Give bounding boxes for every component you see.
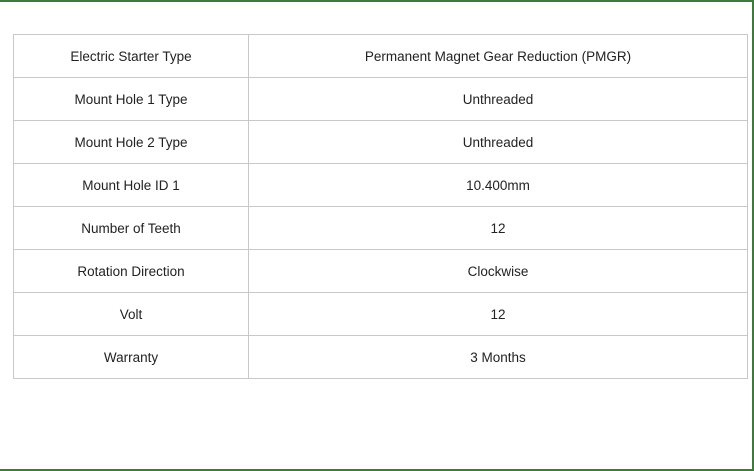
top-edge-strip xyxy=(0,0,754,2)
table-row xyxy=(14,164,748,207)
spec-value: 3 Months xyxy=(249,336,748,379)
spec-label: Rotation Direction xyxy=(14,250,249,293)
spec-label: Mount Hole ID 1 xyxy=(14,164,249,207)
table-row xyxy=(14,121,748,164)
spec-value: Unthreaded xyxy=(249,121,748,164)
spec-label: Number of Teeth xyxy=(14,207,249,250)
specification-table xyxy=(13,34,748,379)
table-row xyxy=(14,250,748,293)
spec-value: Clockwise xyxy=(249,250,748,293)
spec-value: 10.400mm xyxy=(249,164,748,207)
spec-value: 12 xyxy=(249,293,748,336)
spec-label: Volt xyxy=(14,293,249,336)
specification-table-container xyxy=(13,34,721,379)
table-row xyxy=(14,207,748,250)
table-row xyxy=(14,78,748,121)
spec-value: Permanent Magnet Gear Reduction (PMGR) xyxy=(249,35,748,78)
table-row xyxy=(14,336,748,379)
spec-label: Mount Hole 2 Type xyxy=(14,121,249,164)
spec-value: 12 xyxy=(249,207,748,250)
spec-label: Mount Hole 1 Type xyxy=(14,78,249,121)
spec-label: Electric Starter Type xyxy=(14,35,249,78)
table-row xyxy=(14,293,748,336)
spec-value: Unthreaded xyxy=(249,78,748,121)
table-row xyxy=(14,35,748,78)
spec-label: Warranty xyxy=(14,336,249,379)
specification-table-body xyxy=(14,35,748,379)
